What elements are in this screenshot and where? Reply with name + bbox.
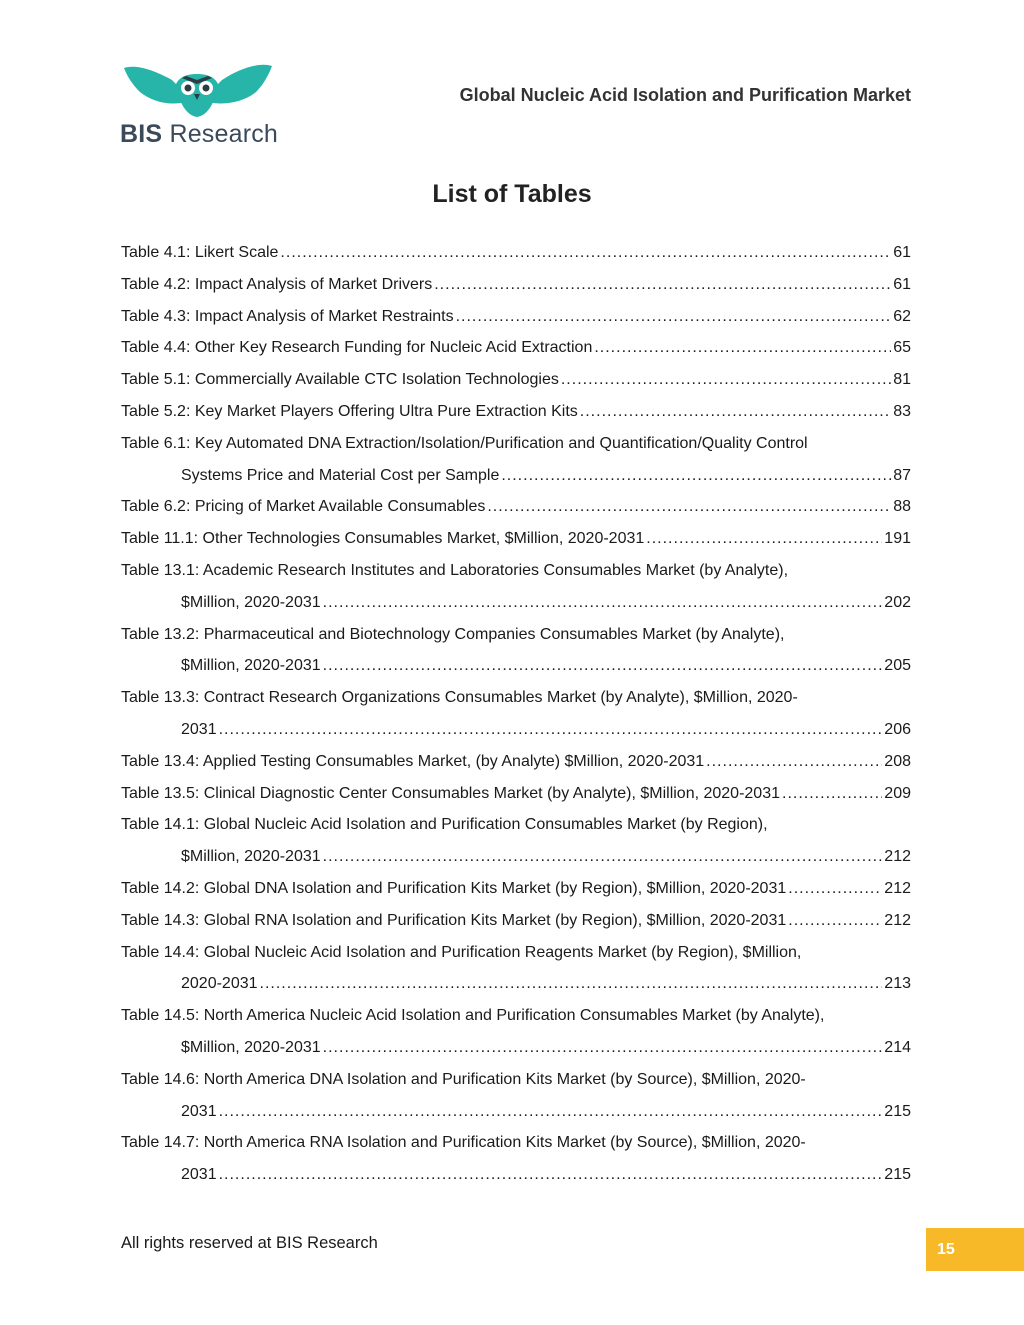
toc-entry[interactable] (121, 555, 911, 619)
toc-entry[interactable] (121, 682, 911, 746)
toc-entry[interactable] (121, 1064, 911, 1128)
toc-entry[interactable] (121, 905, 911, 937)
toc-entry-line (121, 428, 911, 460)
toc-entry-line (121, 778, 911, 810)
toc-entry[interactable] (121, 332, 911, 364)
toc-entry[interactable] (121, 1127, 911, 1191)
dot-leader (323, 1032, 883, 1064)
page-number-badge: 15 (926, 1228, 1024, 1271)
toc-page-number: 202 (884, 593, 911, 611)
dot-leader (219, 1096, 883, 1128)
toc-entry-text: Table 4.4: Other Key Research Funding for Nucleic Acid Extraction (121, 339, 593, 357)
toc-entry-line (121, 873, 911, 905)
toc-entry[interactable] (121, 619, 911, 683)
dot-leader (323, 841, 883, 873)
toc-entry-line (121, 619, 911, 651)
toc-page-number: 61 (893, 275, 911, 293)
toc-entry-text: Table 14.2: Global DNA Isolation and Purification Kits Market (by Region), $Million, 2020-2031 (121, 879, 787, 897)
toc-entry-text: 2031 (181, 1166, 217, 1184)
toc-entry-line (121, 714, 911, 746)
toc-entry-line (121, 905, 911, 937)
toc-entry-line (121, 650, 911, 682)
toc-entry-text: Table 6.1: Key Automated DNA Extraction/Isolation/Purification and Quantification/Quality Control (121, 434, 808, 452)
owl-icon (122, 62, 274, 118)
toc-page-number: 214 (884, 1038, 911, 1056)
toc-page-number: 212 (884, 848, 911, 866)
toc-page-number: 205 (884, 657, 911, 675)
dot-leader (219, 1159, 883, 1191)
toc-entry-text: Table 5.1: Commercially Available CTC Isolation Technologies (121, 371, 559, 389)
toc-entry-line (121, 937, 911, 969)
toc-entry-text: Table 13.5: Clinical Diagnostic Center Consumables Market (by Analyte), $Million, 2020-2031 (121, 784, 780, 802)
report-title: Global Nucleic Acid Isolation and Purification Market (459, 85, 911, 105)
dot-leader (487, 491, 891, 523)
toc-entry-text: $Million, 2020-2031 (181, 1038, 321, 1056)
toc-entry[interactable] (121, 237, 911, 269)
dot-leader (260, 968, 883, 1000)
dot-leader (434, 269, 891, 301)
toc-entry-line (121, 555, 911, 587)
toc-entry-text: 2031 (181, 1102, 217, 1120)
toc-page-number: 208 (884, 752, 911, 770)
dot-leader (501, 460, 891, 492)
toc-entry[interactable] (121, 746, 911, 778)
toc-entry-text: Table 11.1: Other Technologies Consumables Market, $Million, 2020-2031 (121, 530, 645, 548)
toc-entry-text: $Million, 2020-2031 (181, 657, 321, 675)
toc-entry-line (121, 587, 911, 619)
dot-leader (594, 332, 891, 364)
toc-entry-line (121, 332, 911, 364)
toc-entry-line (121, 1096, 911, 1128)
toc-page-number: 88 (893, 498, 911, 516)
toc-entry-line (121, 1127, 911, 1159)
toc-page-number: 83 (893, 402, 911, 420)
toc-entry[interactable] (121, 301, 911, 333)
page-title: List of Tables (432, 180, 592, 208)
toc-entry-line (121, 1032, 911, 1064)
bis-research-logo (120, 62, 279, 152)
toc-entry[interactable] (121, 364, 911, 396)
toc-entry-text: Table 14.7: North America RNA Isolation and Purification Kits Market (by Source), $Million, 2020- (121, 1134, 806, 1152)
toc-entry[interactable] (121, 809, 911, 873)
toc-entry-text: Table 4.2: Impact Analysis of Market Drivers (121, 275, 433, 293)
toc-entry-text: Table 14.5: North America Nucleic Acid Isolation and Purification Consumables Market (by Analyte), (121, 1007, 825, 1025)
toc-page-number: 191 (884, 530, 911, 548)
toc-entry-text: Table 14.6: North America DNA Isolation and Purification Kits Market (by Source), $Million, 2020- (121, 1070, 806, 1088)
toc-entry-text: Table 13.2: Pharmaceutical and Biotechnology Companies Consumables Market (by Analyte), (121, 625, 785, 643)
logo-brand-light: Research (169, 120, 279, 148)
dot-leader (646, 523, 882, 555)
toc-entry-line (121, 841, 911, 873)
list-of-tables (121, 237, 911, 1191)
toc-entry-text: $Million, 2020-2031 (181, 593, 321, 611)
toc-page-number: 81 (893, 371, 911, 389)
dot-leader (706, 746, 882, 778)
toc-entry-text: Table 13.3: Contract Research Organizations Consumables Market (by Analyte), $Million, 2020- (121, 689, 798, 707)
dot-leader (323, 650, 883, 682)
footer-rights: All rights reserved at BIS Research (121, 1234, 378, 1252)
toc-entry-text: 2031 (181, 720, 217, 738)
toc-entry-line (121, 523, 911, 555)
dot-leader (323, 587, 883, 619)
toc-entry[interactable] (121, 428, 911, 492)
toc-entry-line (121, 237, 911, 269)
toc-entry[interactable] (121, 523, 911, 555)
toc-entry-text: Table 13.1: Academic Research Institutes and Laboratories Consumables Market (by Analyte), (121, 561, 789, 579)
toc-page-number: 212 (884, 911, 911, 929)
toc-entry-text: Table 14.4: Global Nucleic Acid Isolation and Purification Reagents Market (by Region), $Million, (121, 943, 802, 961)
toc-entry-line (121, 301, 911, 333)
toc-entry-line (121, 269, 911, 301)
toc-entry-line (121, 1000, 911, 1032)
toc-entry-text: Table 14.1: Global Nucleic Acid Isolation and Purification Consumables Market (by Region), (121, 816, 768, 834)
toc-entry-line (121, 460, 911, 492)
dot-leader (788, 905, 882, 937)
toc-entry[interactable] (121, 937, 911, 1001)
toc-page-number: 209 (884, 784, 911, 802)
toc-entry[interactable] (121, 873, 911, 905)
toc-page-number: 62 (893, 307, 911, 325)
toc-page-number: 206 (884, 720, 911, 738)
toc-entry-line (121, 1159, 911, 1191)
toc-entry-text: Table 4.1: Likert Scale (121, 244, 279, 261)
dot-leader (456, 301, 892, 333)
toc-entry[interactable] (121, 396, 911, 428)
toc-entry-line (121, 1064, 911, 1096)
dot-leader (219, 714, 883, 746)
toc-entry-line (121, 396, 911, 428)
toc-page-number: 212 (884, 879, 911, 897)
toc-page-number: 61 (893, 244, 911, 261)
toc-page-number: 87 (893, 466, 911, 484)
toc-entry-text: Table 14.3: Global RNA Isolation and Purification Kits Market (by Region), $Million, 2020-2031 (121, 911, 787, 929)
dot-leader (580, 396, 891, 428)
toc-entry-text: Table 6.2: Pricing of Market Available Consumables (121, 498, 486, 516)
toc-entry-line (121, 746, 911, 778)
toc-page-number: 65 (893, 339, 911, 357)
toc-entry[interactable] (121, 778, 911, 810)
dot-leader (788, 873, 882, 905)
toc-page-number: 215 (884, 1102, 911, 1120)
toc-entry-line (121, 364, 911, 396)
toc-entry[interactable] (121, 1000, 911, 1064)
toc-entry-line (121, 968, 911, 1000)
toc-page-number: 215 (884, 1166, 911, 1184)
toc-page-number: 213 (884, 975, 911, 993)
toc-entry-text: Table 4.3: Impact Analysis of Market Restraints (121, 307, 454, 325)
toc-entry-line (121, 491, 911, 523)
toc-entry-text: Systems Price and Material Cost per Sample (181, 466, 500, 484)
dot-leader (782, 778, 882, 810)
toc-entry[interactable] (121, 491, 911, 523)
toc-entry-line (121, 682, 911, 714)
toc-entry-text: Table 5.2: Key Market Players Offering Ultra Pure Extraction Kits (121, 402, 578, 420)
logo-brand-bold: BIS (120, 120, 163, 148)
toc-entry-text: 2020-2031 (181, 975, 258, 993)
toc-entry-text: Table 13.4: Applied Testing Consumables Market, (by Analyte) $Million, 2020-2031 (121, 752, 705, 770)
toc-entry[interactable] (121, 269, 911, 301)
dot-leader (280, 237, 891, 269)
toc-entry-line (121, 809, 911, 841)
dot-leader (561, 364, 891, 396)
toc-entry-text: $Million, 2020-2031 (181, 848, 321, 866)
